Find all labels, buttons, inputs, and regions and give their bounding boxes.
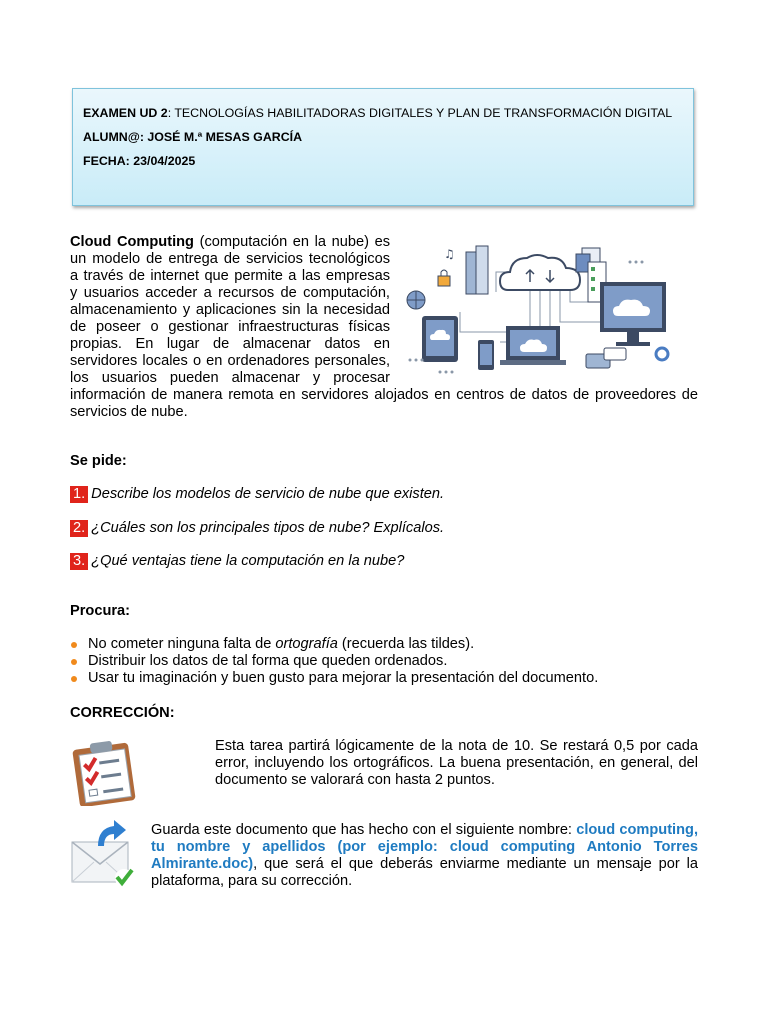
procura-label: Procura: [70,603,131,619]
exam-title: EXAMEN UD 2: TECNOLOGÍAS HABILITADORAS DIGITALES Y PLAN DE TRANSFORMACIÓN DIGITAL [83,106,673,120]
bullet-dot-icon [71,659,77,665]
intro-text: (computación en la nube) es un modelo de entrega de servicios tecnológicos a través de internet que permite a las empresas y usuarios acceder a recursos de computación, almacenamiento y aplicaciones sin la necesidad de poseer o gestionar infraestructuras físicas propias. En lugar de almacenar datos en servidores locales o en ordenadores personales, los usuarios pueden almacenar y procesar información de manera remota en servidores alojados en centros de datos de proveedores de servicios de nube. [70,234,698,420]
intro-paragraph [70,234,698,421]
student-name: ALUMN@: JOSÉ M.ª MESAS GARCÍA [83,130,303,144]
question-number: 1. [70,486,88,503]
question-text: ¿Cuáles son los principales tipos de nube? Explícalos. [91,520,445,536]
question-3 [70,553,404,570]
correccion-text: Esta tarea partirá lógicamente de la nota de 10. Se restará 0,5 por cada error, incluyendo los ortográficos. La buena presentación, en general, del documento se valorará con hasta 2 puntos. [215,738,698,788]
save-instructions: Guarda este documento que has hecho con el siguiente nombre: cloud computing, tu nombre y apellidos (por ejemplo: cloud computing Antonio Torres Almirante.doc), que será el que deberás enviarme mediante un mensaje por la plataforma, para su corrección. [151,822,698,889]
checklist-clipboard-icon [70,738,140,806]
procura-list [70,636,710,687]
exam-header-box [72,88,694,206]
question-text: Describe los modelos de servicio de nube que existen. [91,486,445,502]
cloud-computing-term: Cloud Computing [70,234,194,250]
se-pide-label: Se pide: [70,453,127,469]
correccion-label: CORRECCIÓN: [70,705,175,721]
question-text: ¿Qué ventajas tiene la computación en la nube? [91,553,405,569]
list-item: No cometer ninguna falta de ortografía (recuerda las tildes). [70,636,710,653]
svg-text:♫: ♫ [444,247,455,261]
bullet-dot-icon [71,676,77,682]
list-item: Usar tu imaginación y buen gusto para mejorar la presentación del documento. [70,670,710,687]
cloud-computing-illustration [400,232,698,382]
email-send-icon [68,818,138,890]
exam-date: FECHA: 23/04/2025 [83,154,196,168]
question-2 [70,520,444,537]
filename-example: cloud computing, tu nombre y apellidos (por ejemplo: cloud computing Antonio Torres Almirante.doc) [151,822,698,872]
list-item: Distribuir los datos de tal forma que queden ordenados. [70,653,710,670]
question-number: 3. [70,553,88,570]
bullet-dot-icon [71,642,77,648]
question-number: 2. [70,520,88,537]
question-1 [70,486,444,503]
